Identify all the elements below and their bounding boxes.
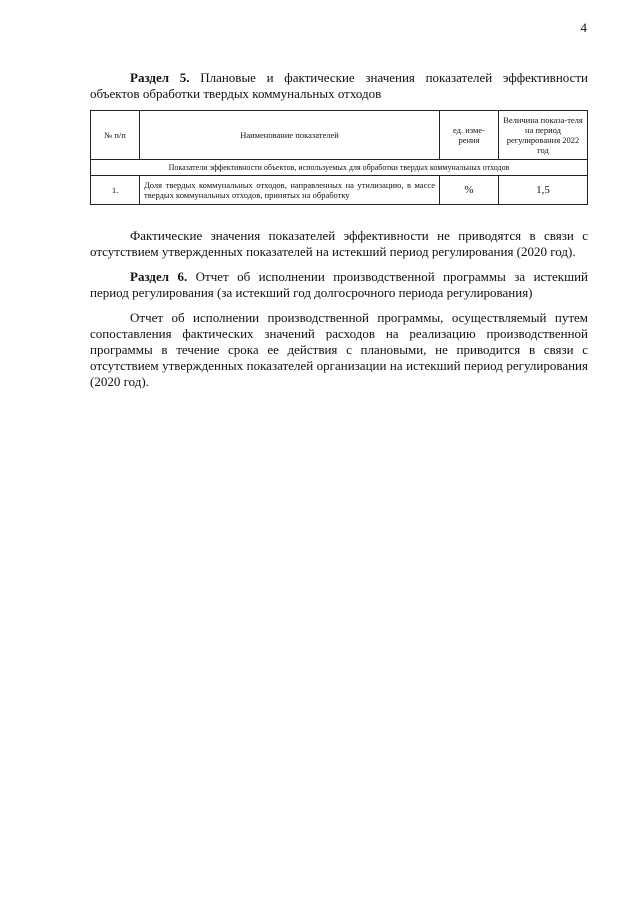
row-unit: % (440, 176, 499, 205)
header-value: Величина показа-теля на период регулирования 2022 год (499, 111, 588, 160)
header-unit: ед. изме-рения (440, 111, 499, 160)
section-5-title: Плановые и фактические значения показателей эффективности объектов обработки твердых коммунальных отходов (90, 70, 589, 101)
kpi-table (90, 110, 588, 205)
paragraph-report: Отчет об исполнении производственной программы, осуществляемый путем сопоставления фактических значений расходов на реализацию производственной программы в течение срока ее действия с плановыми, не приводится в связи с отсутствием утвержденных показателей организации на истекший период регулирования (2020 год). (90, 310, 588, 389)
row-value: 1,5 (499, 176, 588, 205)
row-name: Доля твердых коммунальных отходов, направленных на утилизацию, в массе твердых коммунальных отходов, принятых на обработку (140, 176, 440, 205)
header-name: Наименование показателей (140, 111, 440, 160)
section-5-heading (90, 70, 588, 102)
table-group-row (91, 160, 588, 176)
section-6-heading (90, 269, 588, 301)
header-num: № п/п (91, 111, 140, 160)
section-5-label: Раздел 5. (130, 70, 190, 85)
section-6-title: Отчет об исполнении производственной программы за истекший период регулирования (за истекший год долгосрочного периода регулирования) (90, 269, 589, 300)
section-6-label: Раздел 6. (130, 269, 188, 284)
page-number: 4 (580, 20, 587, 35)
row-num: 1. (91, 176, 140, 205)
table-row (91, 176, 588, 205)
group-label: Показатели эффективности объектов, используемых для обработки твердых коммунальных отходов (91, 160, 588, 176)
paragraph-no-actuals: Фактические значения показателей эффективности не приводятся в связи с отсутствием утвержденных показателей на истекший период регулирования (2020 год). (90, 228, 588, 259)
table-header-row (91, 111, 588, 160)
